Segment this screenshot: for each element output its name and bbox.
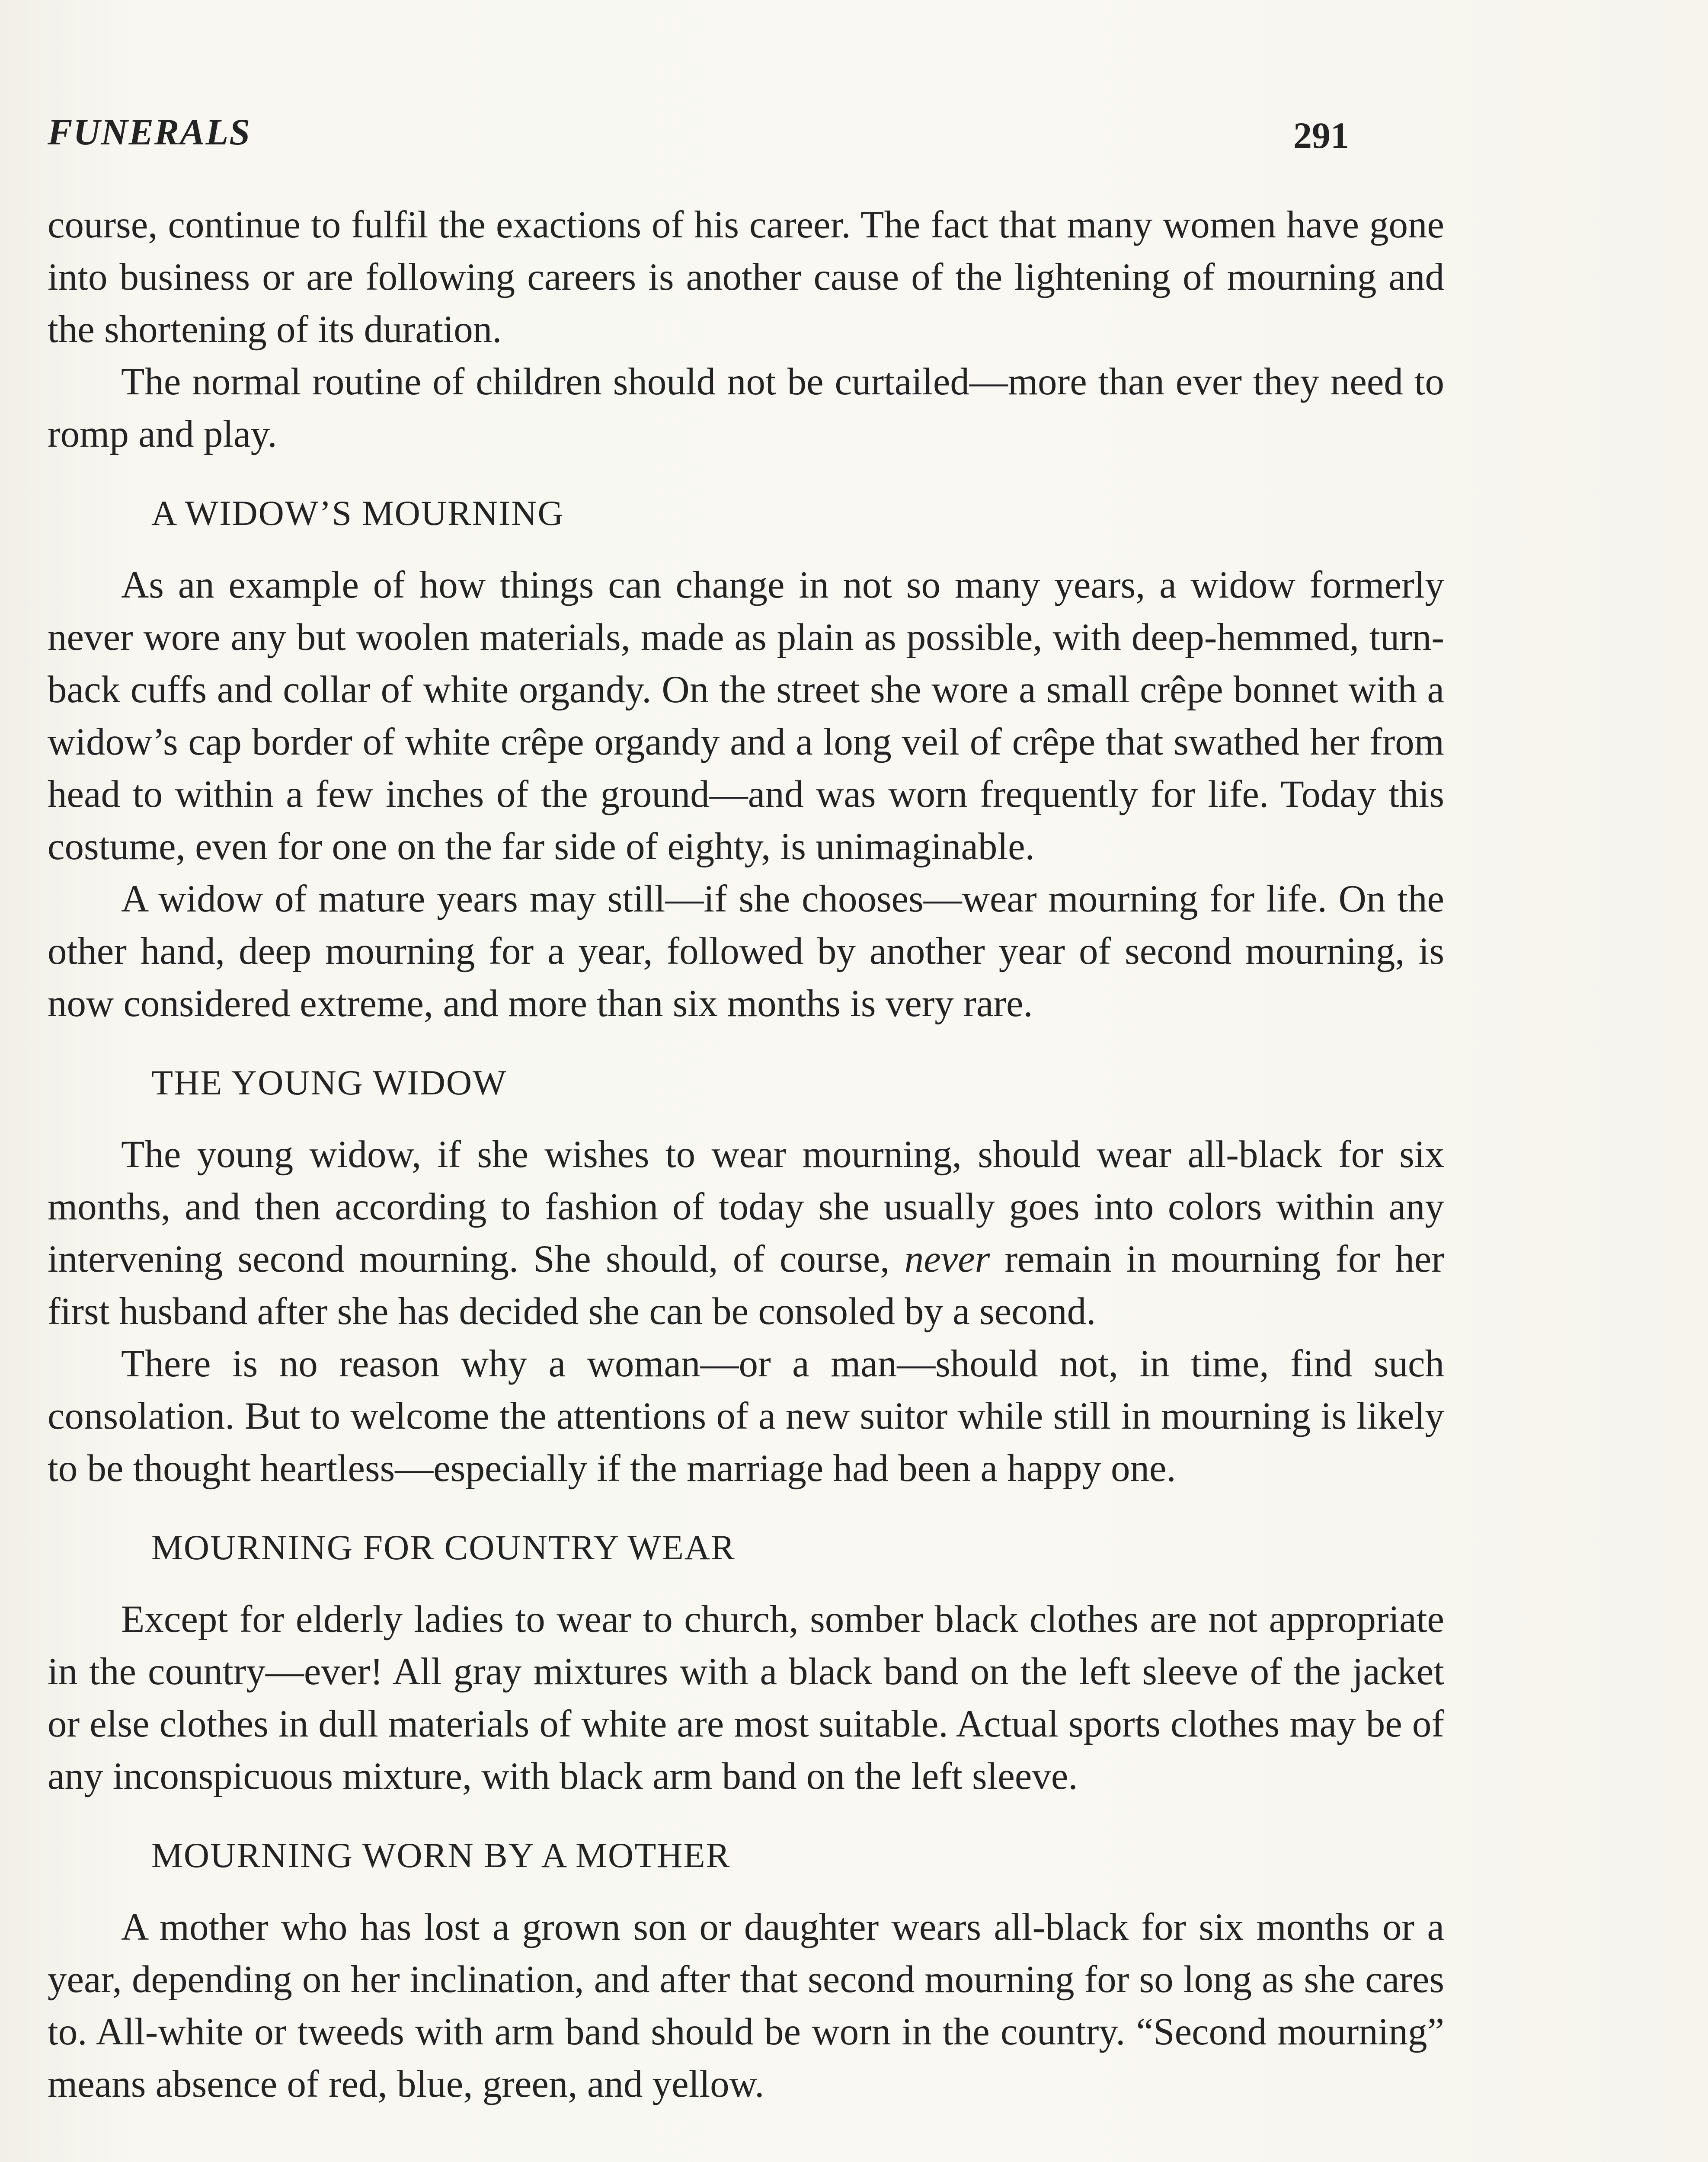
paragraph-6: There is no reason why a woman—or a man—should not, in time, find such consolation. But to welcome the attentions of a new suitor while still in mourning is likely to be thought heartless—especially if the marriage had been a happy one. — [48, 1343, 1444, 1490]
paragraph-5-emphasis: never — [904, 1238, 990, 1280]
paragraph-5-text-b: remain in mourning for her first husband after she has decided she can be consoled by a second. — [48, 1238, 1444, 1333]
paragraph-4: A widow of mature years may still—if she chooses—wear mourning for life. On the other hand, deep mourning for a year, followed by another year of second mourning, is now considered extreme, and more than six months is very rare. — [48, 878, 1444, 1025]
paragraph-3: As an example of how things can change in not so many years, a widow formerly never wore any but woolen materials, made as plain as possible, with deep-hemmed, turn-back cuffs and collar of white organdy. On the street she wore a small crêpe bonnet with a widow’s cap border of white crêpe organdy and a long veil of crêpe that swathed her from head to within a few inches of the ground—and was worn frequently for life. Today this costume, even for one on the far side of eighty, is unimaginable. — [48, 564, 1444, 868]
paragraph-8: A mother who has lost a grown son or daughter wears all-black for six months or a year, depending on her inclination, and after that second mourning for so long as she cares to. All-white or tweeds with arm band should be worn in the country. “Second mourning” means absence of red, blue, green, and yellow. — [48, 1906, 1444, 2105]
section-heading-country-wear: MOURNING FOR COUNTRY WEAR — [151, 1528, 736, 1567]
paragraph-5 — [48, 1129, 1444, 1338]
page-header — [48, 110, 1349, 166]
paragraph-5-text-a: The young widow, if she wishes to wear mourning, should wear all-black for six months, and then according to fashion of today she usually goes into colors within any intervening second mourning. She should, of course, — [48, 1133, 1444, 1280]
section-heading-mother: MOURNING WORN BY A MOTHER — [151, 1836, 731, 1875]
body-text — [48, 199, 1444, 2111]
running-head: FUNERALS — [48, 111, 251, 153]
page-number: 291 — [1293, 115, 1349, 156]
paragraph-2: The normal routine of children should not be curtailed—more than ever they need to romp and play. — [48, 361, 1444, 455]
section-heading-widows-mourning: A WIDOW’S MOURNING — [151, 493, 564, 533]
section-heading-young-widow: THE YOUNG WIDOW — [151, 1063, 507, 1102]
paragraph-7: Except for elderly ladies to wear to church, somber black clothes are not appropriate in the country—ever! All gray mixtures with a black band on the left sleeve of the jacket or else clothes in dull materials of white are most suitable. Actual sports clothes may be of any inconspicuous mixture, with black arm band on the left sleeve. — [48, 1598, 1444, 1797]
paragraph-1: course, continue to fulfil the exactions of his career. The fact that many women have gone into business or are following careers is another cause of the lightening of mourning and the shortening of its duration. — [48, 204, 1444, 351]
